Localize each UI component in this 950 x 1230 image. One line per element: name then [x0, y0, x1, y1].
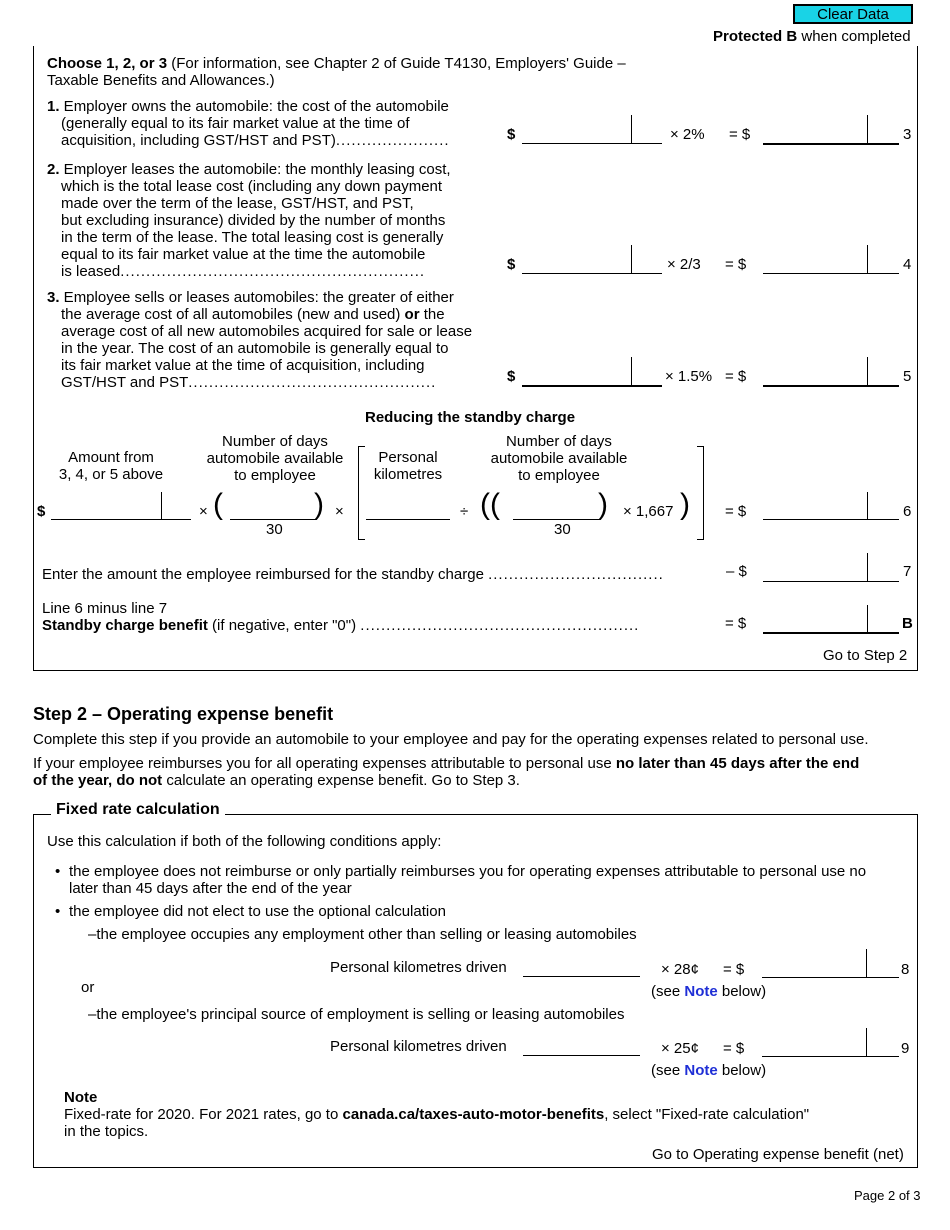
option2-line6: equal to its fair market value at the time the automobile: [61, 246, 426, 263]
option3-result-field[interactable]: [763, 359, 899, 387]
option2-multiplier: × 2/3: [667, 256, 701, 273]
option3-text2b: the: [419, 306, 445, 323]
line8-label: Personal kilometres driven: [330, 959, 507, 976]
step2-p1: Complete this step if you provide an automobile to your employee and pay for the operating expenses related to personal use.: [33, 731, 869, 748]
step2-p2-post: calculate an operating expense benefit. Go to Step 3.: [162, 772, 520, 789]
note-line2: in the topics.: [64, 1123, 149, 1140]
option2-line7: [61, 263, 425, 280]
option2-line3: made over the term of the lease, GST/HST, and PST,: [61, 195, 414, 212]
fixed-bullet1b: later than 45 days after the end of the year: [69, 880, 352, 897]
option3-text1: Employee sells or leases automobiles: the greater of either: [59, 289, 454, 306]
option3-multiplier: × 1.5%: [665, 368, 713, 385]
option2-text7: is leased: [61, 263, 121, 280]
option2-line4: but excluding insurance) divided by the number of months: [61, 212, 446, 229]
line9-see-post: below): [717, 1062, 767, 1079]
reduce-col3-h1: Personal: [378, 449, 438, 466]
page-number: Page 2 of 3: [854, 1188, 921, 1203]
line-4-number: 4: [903, 256, 912, 273]
reduce-times-1: ×: [199, 503, 208, 520]
reduce-paren-close-1: ): [314, 488, 324, 521]
option1-text3: acquisition, including GST/HST and PST): [61, 132, 336, 149]
lineB-rest: (if negative, enter "0"): [207, 617, 357, 634]
option1-multiplier: × 2%: [670, 126, 705, 143]
line7-text: Enter the amount the employee reimbursed for the standby charge: [42, 566, 484, 583]
option3-line2: [61, 306, 445, 323]
reduce-col1-h1: Amount from: [68, 449, 154, 466]
line9-see-note: [651, 1062, 766, 1079]
option1-result-divider: [867, 115, 868, 143]
line9-equals-text: = $: [723, 1040, 745, 1057]
note-line1: [64, 1106, 809, 1123]
option1-equals-text: = $: [729, 126, 751, 143]
choose-rest: (For information, see Chapter 2 of Guide T4130, Employers' Guide –: [167, 55, 626, 72]
option3-cents-divider: [631, 357, 632, 385]
option3-line6: [61, 374, 436, 391]
option1-line2: (generally equal to its fair market value at the time of: [61, 115, 410, 132]
reducing-title: Reducing the standby charge: [365, 409, 576, 426]
option2-equals: [725, 256, 746, 273]
reduce-col4-h2: automobile available: [490, 450, 628, 467]
reduce-paren-open-1: (: [213, 488, 223, 521]
option3-dollar: $: [507, 368, 516, 385]
reduce-paren-close-3: ): [680, 488, 690, 521]
reduce-amount-field[interactable]: [51, 493, 191, 520]
option2-line2: which is the total lease cost (including any down payment: [61, 178, 443, 195]
note-pre: Fixed-rate for 2020. For 2021 rates, go to: [64, 1106, 343, 1123]
lineB-bold: Standby charge benefit: [42, 617, 208, 634]
line-6-number: 6: [903, 503, 912, 520]
step2-p2-pre: If your employee reimburses you for all operating expenses attributable to personal use: [33, 755, 616, 772]
lineB-divider: [867, 605, 868, 633]
option2-equals-text: = $: [725, 256, 747, 273]
option3-dots: ................................................: [188, 374, 437, 391]
line9-note-link[interactable]: Note: [684, 1062, 718, 1079]
option1-cents-divider: [631, 115, 632, 143]
option2-line5: in the term of the lease. The total leasing cost is generally: [61, 229, 444, 246]
step2-title: Step 2 – Operating expense benefit: [33, 704, 334, 724]
protected-label: [713, 28, 911, 45]
choose-line2: Taxable Benefits and Allowances.): [47, 72, 275, 89]
step2-p2-line2: [33, 772, 520, 789]
option3-text2a: the average cost of all automobiles (new and used): [61, 306, 405, 323]
option3-equals: [725, 368, 746, 385]
line7-field[interactable]: [763, 555, 899, 582]
reduce-days-field[interactable]: [230, 493, 316, 520]
option2-cost-field[interactable]: [522, 247, 662, 274]
line7-label: [42, 566, 664, 583]
lineB-dots: ......................................................: [360, 617, 640, 634]
reduce-equals-text: = $: [725, 503, 747, 520]
line9-label: Personal kilometres driven: [330, 1038, 507, 1055]
reduce-dollar: $: [37, 503, 46, 520]
note-title: Note: [64, 1089, 98, 1106]
reduce-paren-close-2: ): [598, 488, 608, 521]
fixed-sub1: –the employee occupies any employment other than selling or leasing automobiles: [88, 926, 637, 943]
line9-divider: [866, 1028, 867, 1056]
reduce-col2-h1: Number of days: [222, 433, 328, 450]
reduce-km-field[interactable]: [366, 493, 450, 520]
reduce-denominator-2: 30: [554, 521, 571, 538]
option1-dots: ......................: [335, 132, 450, 149]
line-B-number: B: [902, 615, 913, 632]
option2-dots: ...........................................................: [120, 263, 426, 280]
reduce-paren-open-2: ((: [480, 488, 500, 521]
line8-see-pre: (see: [651, 983, 685, 1000]
step2-p2-line1: [33, 755, 859, 772]
option3-cost-field[interactable]: [522, 359, 662, 387]
reduce-amount-divider: [161, 492, 162, 520]
line8-km-field[interactable]: [523, 950, 640, 977]
option2-cents-divider: [631, 245, 632, 273]
fixed-bullet2: the employee did not elect to use the optional calculation: [69, 903, 446, 920]
line8-result-field[interactable]: [762, 951, 899, 978]
choose-line1: [47, 55, 626, 72]
choose-bold: Choose 1, 2, or 3: [47, 55, 168, 72]
reduce-divide: ÷: [460, 503, 469, 520]
reduce-denominator-1: 30: [266, 521, 283, 538]
option3-line3: average cost of all new automobiles acquired for sale or lease: [61, 323, 473, 340]
reduce-col4-h3: to employee: [518, 467, 600, 484]
reduce-equals: [725, 503, 746, 520]
line8-see-post: below): [717, 983, 767, 1000]
option2-line1: [47, 161, 451, 178]
reduce-col1-h2: 3, 4, or 5 above: [58, 466, 164, 483]
option3-equals-text: = $: [725, 368, 747, 385]
line7-minus-text: – $: [726, 563, 747, 580]
protected-rest: when completed: [797, 28, 911, 45]
option2-text1: Employer leases the automobile: the monthly leasing cost,: [59, 161, 451, 178]
option3-or: or: [404, 306, 420, 323]
option1-result-field[interactable]: [763, 117, 899, 145]
line9-km-field[interactable]: [523, 1029, 640, 1056]
protected-bold: Protected B: [713, 28, 798, 45]
note-link[interactable]: canada.ca/taxes-auto-motor-benefits: [342, 1106, 605, 1123]
reduce-col2-h2: automobile available: [206, 450, 344, 467]
line8-equals: [723, 961, 744, 978]
lineB-equals: [725, 615, 746, 632]
option3-line1: [47, 289, 454, 306]
line9-equals: [723, 1040, 744, 1057]
option1-dollar: $: [507, 126, 516, 143]
fixed-or: or: [81, 979, 95, 996]
line-9-number: 9: [901, 1040, 910, 1057]
fixed-rate-legend: Fixed rate calculation: [51, 801, 225, 819]
option2-result-divider: [867, 245, 868, 273]
line8-note-link[interactable]: Note: [684, 983, 718, 1000]
bullet1-dot: •: [55, 863, 61, 880]
lineB-field[interactable]: [763, 606, 899, 634]
option2-dollar: $: [507, 256, 516, 273]
lineB-text1: Line 6 minus line 7: [42, 600, 168, 617]
option3-line4: in the year. The cost of an automobile is generally equal to: [61, 340, 449, 357]
reduce-bracket-open: [358, 446, 365, 540]
reduce-factor: × 1,667: [623, 503, 674, 520]
line8-equals-text: = $: [723, 961, 745, 978]
reduce-times-2: ×: [335, 503, 344, 520]
reduce-col2-h3: to employee: [234, 467, 316, 484]
option3-text6: GST/HST and PST: [61, 374, 189, 391]
reduce-bracket-close: [697, 446, 704, 540]
option1-num: 1.: [47, 98, 60, 115]
line6-result-field[interactable]: [763, 493, 899, 520]
line7-dots: ..................................: [488, 566, 664, 583]
goto-operating-net: Go to Operating expense benefit (net): [652, 1146, 904, 1163]
option1-cost-field[interactable]: [522, 117, 662, 144]
fixed-intro: Use this calculation if both of the following conditions apply:: [47, 833, 442, 850]
option3-result-divider: [867, 357, 868, 385]
lineB-equals-text: = $: [725, 615, 747, 632]
fixed-bullet1a: the employee does not reimburse or only partially reimburses you for operating expenses attributable to personal use no: [69, 863, 867, 880]
line8-divider: [866, 949, 867, 977]
step2-p2-bold2: of the year, do not: [33, 772, 163, 789]
line-8-number: 8: [901, 961, 910, 978]
option1-text1: Employer owns the automobile: the cost of the automobile: [59, 98, 449, 115]
clear-data-button[interactable]: Clear Data: [793, 4, 913, 24]
option3-num: 3.: [47, 289, 60, 306]
reduce-days-field-2[interactable]: [513, 493, 599, 520]
line7-divider: [867, 553, 868, 581]
line8-rate: × 28¢: [661, 961, 699, 978]
note-post: , select "Fixed-rate calculation": [604, 1106, 810, 1123]
lineB-label: [42, 617, 639, 634]
bullet2-dot: •: [55, 903, 61, 920]
line9-see-pre: (see: [651, 1062, 685, 1079]
line-7-number: 7: [903, 563, 912, 580]
line-5-number: 5: [903, 368, 912, 385]
line6-result-divider: [867, 492, 868, 520]
line9-result-field[interactable]: [762, 1030, 899, 1057]
option1-line3: [61, 132, 450, 149]
option1-equals: [729, 126, 750, 143]
fixed-sub2: –the employee's principal source of employment is selling or leasing automobiles: [88, 1006, 625, 1023]
option1-line1: [47, 98, 449, 115]
goto-step2: Go to Step 2: [823, 647, 908, 664]
option2-num: 2.: [47, 161, 60, 178]
line-3-number: 3: [903, 126, 912, 143]
line8-see-note: [651, 983, 766, 1000]
option2-result-field[interactable]: [763, 247, 899, 274]
line9-rate: × 25¢: [661, 1040, 699, 1057]
reduce-col4-h1: Number of days: [506, 433, 612, 450]
line7-minus: [726, 563, 747, 580]
step2-p2-bold1: no later than 45 days after the end: [615, 755, 860, 772]
option3-line5: its fair market value at the time of acquisition, including: [61, 357, 425, 374]
reduce-col3-h2: kilometres: [373, 466, 443, 483]
